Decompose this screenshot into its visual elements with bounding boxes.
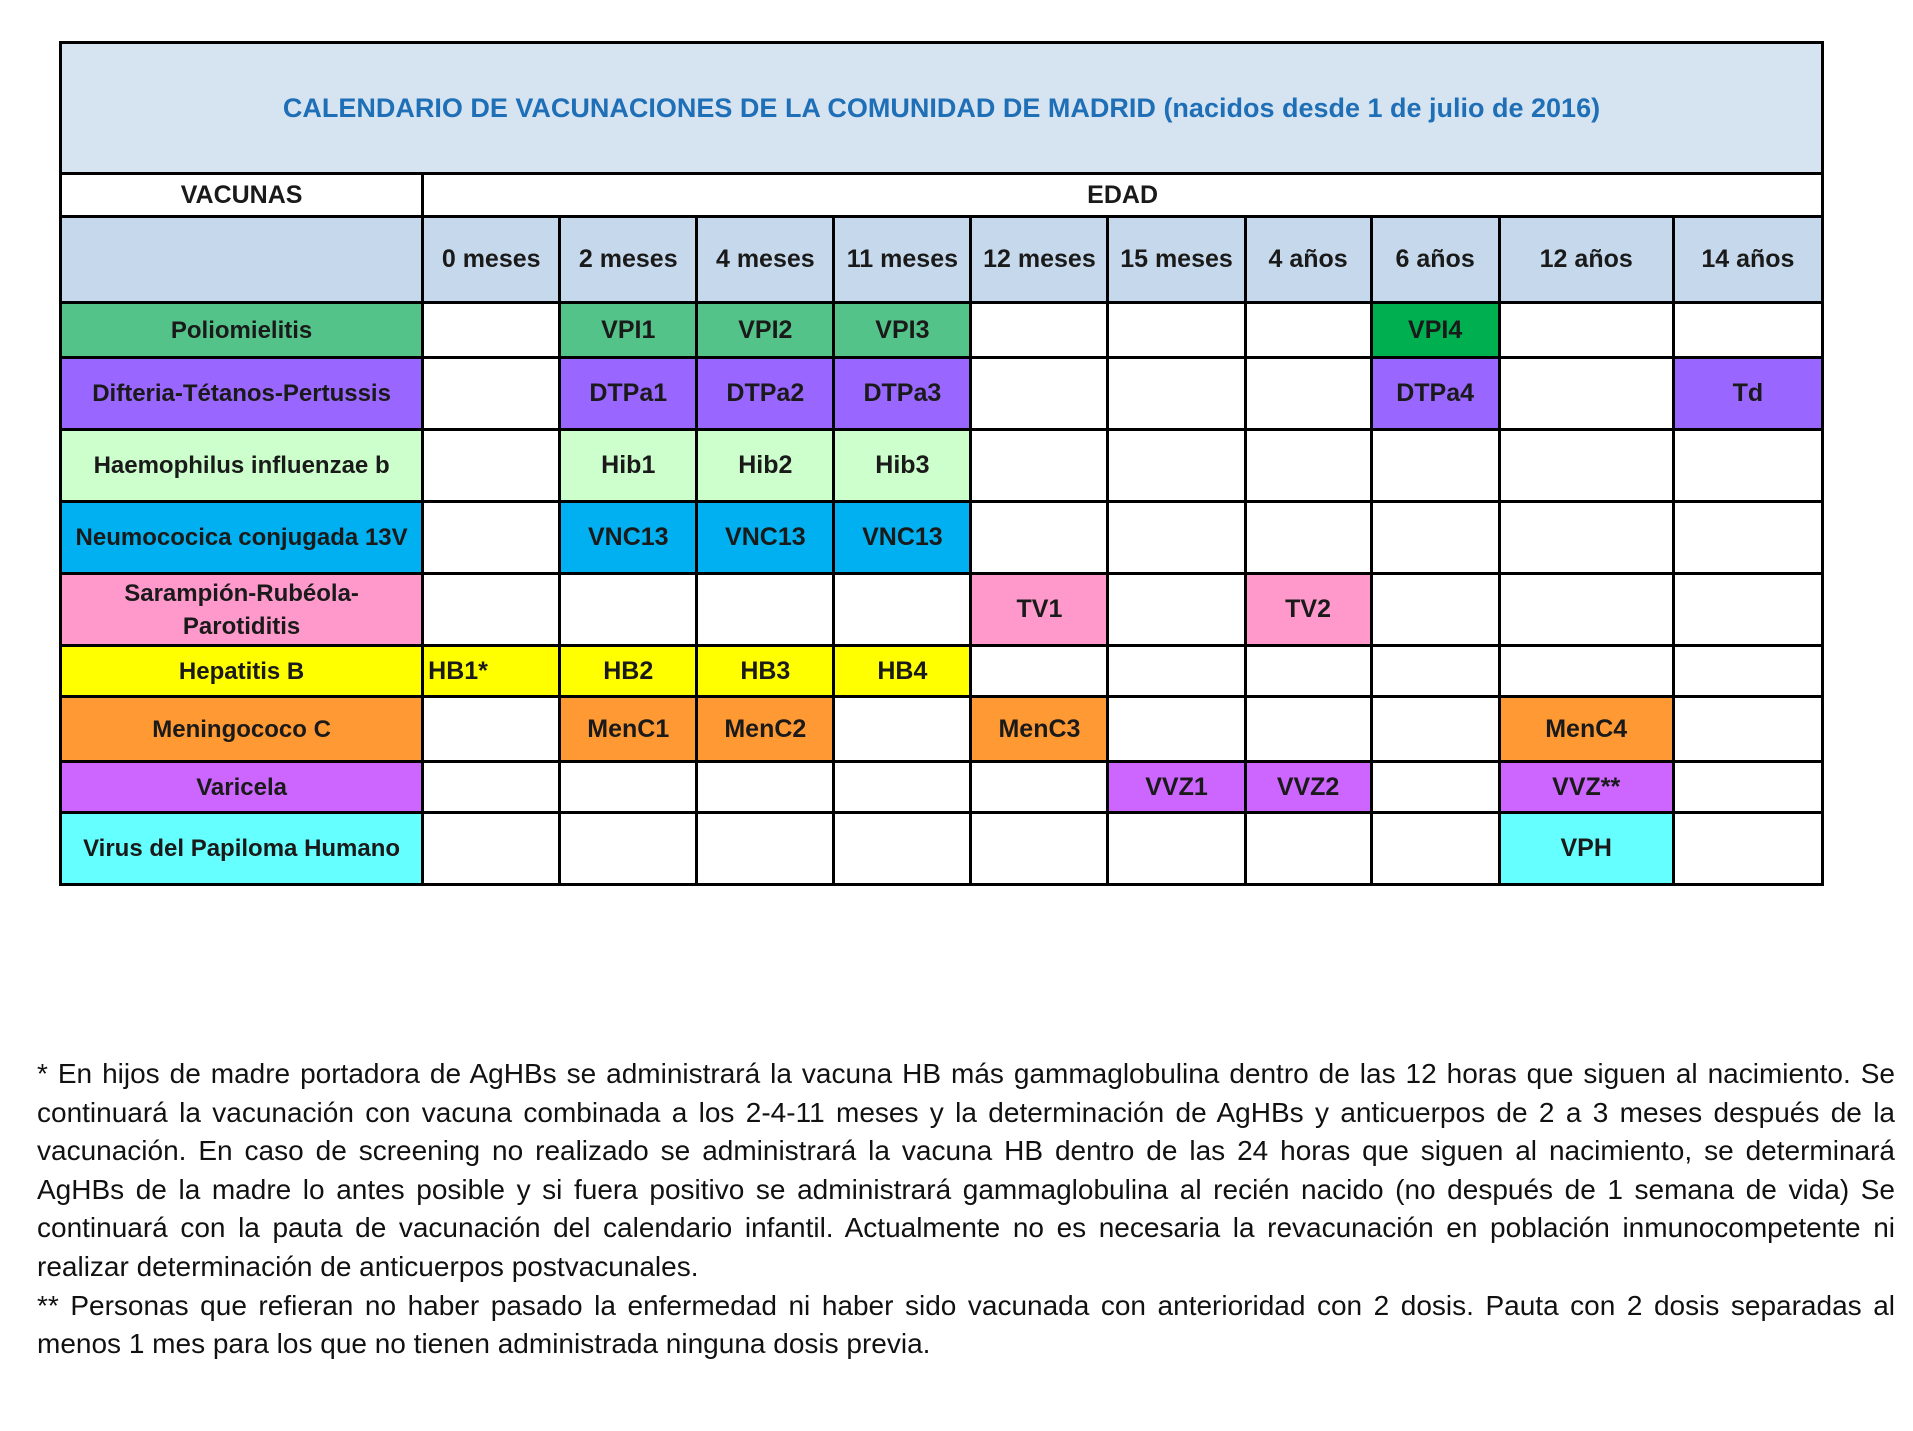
table-title (61, 43, 1823, 174)
dose-cell: MenC4 (1499, 697, 1673, 762)
dose-cell: VNC13 (560, 502, 697, 574)
age-header-cell: 0 meses (423, 217, 560, 303)
dose-cell: VVZ2 (1245, 762, 1371, 813)
empty-cell (1371, 574, 1499, 646)
age-header-cell: 12 años (1499, 217, 1673, 303)
empty-cell (423, 813, 560, 885)
footnote-hepatitis: * En hijos de madre portadora de AgHBs se administrará la vacuna HB más gammaglobulina dentro de las 12 horas que siguen al nacimiento. Se continuará la vacunación con vacuna combinada a los 2-4-11 meses y la determinación de AgHBs y anticuerpos de 2 a 3 meses después de la vacunación. En caso de screening no realizado se administrará la vacuna HB dentro de las 24 horas que siguen al nacimiento, se determinará AgHBs de la madre lo antes posible y si fuera positivo se administrará gammaglobulina al recién nacido (no después de 1 semana de vida) Se continuará con la pauta de vacunación del calendario infantil. Actualmente no es necesaria la revacunación en población inmunocompetente ni realizar determinación de anticuerpos postvacunales. (37, 1058, 1895, 1282)
age-header-cell: 12 meses (971, 217, 1108, 303)
empty-cell (1108, 358, 1245, 430)
vaccine-row (61, 502, 1823, 574)
empty-cell (423, 762, 560, 813)
age-header-cell: 6 años (1371, 217, 1499, 303)
empty-cell (1108, 813, 1245, 885)
title-sub: (nacidos desde 1 de julio de 2016) (1163, 92, 1601, 123)
empty-cell (560, 574, 697, 646)
dose-cell: Hib1 (560, 430, 697, 502)
empty-cell (1108, 574, 1245, 646)
empty-cell (971, 813, 1108, 885)
empty-cell (1371, 502, 1499, 574)
footnote-varicela: ** Personas que refieran no haber pasado la enfermedad ni haber sido vacunada con anterioridad con 2 dosis. Pauta con 2 dosis separadas al menos 1 mes para los que no tienen administrada ninguna dosis previa. (37, 1289, 1895, 1360)
empty-cell (1673, 574, 1822, 646)
dose-cell: HB1* (423, 646, 560, 697)
title-main: CALENDARIO DE VACUNACIONES DE LA COMUNIDAD DE MADRID (282, 92, 1156, 123)
dose-cell: HB4 (834, 646, 971, 697)
dose-cell: VNC13 (697, 502, 834, 574)
dose-cell: VVZ** (1499, 762, 1673, 813)
vaccine-row (61, 813, 1823, 885)
age-header-cell: 4 años (1245, 217, 1371, 303)
empty-cell (1245, 430, 1371, 502)
age-header-cell: 4 meses (697, 217, 834, 303)
dose-cell: HB3 (697, 646, 834, 697)
empty-cell (1108, 303, 1245, 358)
empty-cell (834, 574, 971, 646)
empty-cell (1245, 358, 1371, 430)
empty-cell (1245, 303, 1371, 358)
vaccine-name: Sarampión-Rubéola-Parotiditis (61, 574, 423, 646)
empty-cell (1371, 646, 1499, 697)
vaccine-row (61, 574, 1823, 646)
empty-cell (560, 813, 697, 885)
dose-cell: Td (1673, 358, 1822, 430)
empty-cell (971, 646, 1108, 697)
empty-cell (834, 813, 971, 885)
vaccine-row (61, 358, 1823, 430)
age-corner-cell (61, 217, 423, 303)
dose-cell: VPI2 (697, 303, 834, 358)
empty-cell (1108, 430, 1245, 502)
empty-cell (1245, 646, 1371, 697)
dose-cell: HB2 (560, 646, 697, 697)
dose-cell: DTPa2 (697, 358, 834, 430)
empty-cell (1245, 813, 1371, 885)
empty-cell (1371, 762, 1499, 813)
empty-cell (1673, 502, 1822, 574)
empty-cell (423, 358, 560, 430)
dose-cell: TV2 (1245, 574, 1371, 646)
dose-cell: VPI1 (560, 303, 697, 358)
age-row (61, 217, 1823, 303)
empty-cell (1499, 646, 1673, 697)
vaccine-name: Hepatitis B (61, 646, 423, 697)
age-header-cell: 15 meses (1108, 217, 1245, 303)
empty-cell (971, 303, 1108, 358)
empty-cell (423, 574, 560, 646)
empty-cell (1371, 430, 1499, 502)
dose-cell: MenC2 (697, 697, 834, 762)
empty-cell (423, 502, 560, 574)
dose-cell: MenC3 (971, 697, 1108, 762)
empty-cell (1499, 358, 1673, 430)
empty-cell (1673, 646, 1822, 697)
empty-cell (423, 697, 560, 762)
empty-cell (834, 762, 971, 813)
vaccines-header: VACUNAS (61, 174, 423, 217)
title-row (61, 43, 1823, 174)
empty-cell (423, 430, 560, 502)
vaccine-name: Neumococica conjugada 13V (61, 502, 423, 574)
empty-cell (1245, 697, 1371, 762)
age-header-cell: 11 meses (834, 217, 971, 303)
empty-cell (1673, 303, 1822, 358)
vaccine-name: Varicela (61, 762, 423, 813)
empty-cell (1499, 502, 1673, 574)
header-row (61, 174, 1823, 217)
empty-cell (1499, 574, 1673, 646)
age-header: EDAD (423, 174, 1823, 217)
empty-cell (1371, 697, 1499, 762)
empty-cell (1108, 646, 1245, 697)
dose-cell: VVZ1 (1108, 762, 1245, 813)
dose-cell: DTPa4 (1371, 358, 1499, 430)
empty-cell (971, 430, 1108, 502)
dose-cell: MenC1 (560, 697, 697, 762)
empty-cell (1499, 430, 1673, 502)
empty-cell (834, 697, 971, 762)
age-header-cell: 14 años (1673, 217, 1822, 303)
vaccine-row (61, 303, 1823, 358)
dose-cell: Hib2 (697, 430, 834, 502)
empty-cell (560, 762, 697, 813)
empty-cell (423, 303, 560, 358)
empty-cell (1673, 697, 1822, 762)
vaccine-row (61, 646, 1823, 697)
dose-cell: VPH (1499, 813, 1673, 885)
vaccine-name: Difteria-Tétanos-Pertussis (61, 358, 423, 430)
empty-cell (1673, 813, 1822, 885)
empty-cell (1108, 697, 1245, 762)
dose-cell: VNC13 (834, 502, 971, 574)
empty-cell (697, 574, 834, 646)
age-header-cell: 2 meses (560, 217, 697, 303)
empty-cell (1245, 502, 1371, 574)
empty-cell (1108, 502, 1245, 574)
dose-cell: TV1 (971, 574, 1108, 646)
dose-cell: VPI4 (1371, 303, 1499, 358)
empty-cell (697, 813, 834, 885)
vaccine-name: Poliomielitis (61, 303, 423, 358)
vaccine-row (61, 430, 1823, 502)
vaccine-row (61, 697, 1823, 762)
vaccination-schedule-table (59, 41, 1824, 886)
empty-cell (971, 358, 1108, 430)
dose-cell: VPI3 (834, 303, 971, 358)
empty-cell (1499, 303, 1673, 358)
empty-cell (697, 762, 834, 813)
dose-cell: DTPa1 (560, 358, 697, 430)
vaccine-name: Meningococo C (61, 697, 423, 762)
vaccine-name: Virus del Papiloma Humano (61, 813, 423, 885)
vaccine-name: Haemophilus influenzae b (61, 430, 423, 502)
dose-cell: Hib3 (834, 430, 971, 502)
empty-cell (1673, 430, 1822, 502)
empty-cell (1371, 813, 1499, 885)
empty-cell (971, 502, 1108, 574)
dose-cell: DTPa3 (834, 358, 971, 430)
footnotes (37, 1055, 1895, 1364)
empty-cell (971, 762, 1108, 813)
empty-cell (1673, 762, 1822, 813)
vaccine-row (61, 762, 1823, 813)
